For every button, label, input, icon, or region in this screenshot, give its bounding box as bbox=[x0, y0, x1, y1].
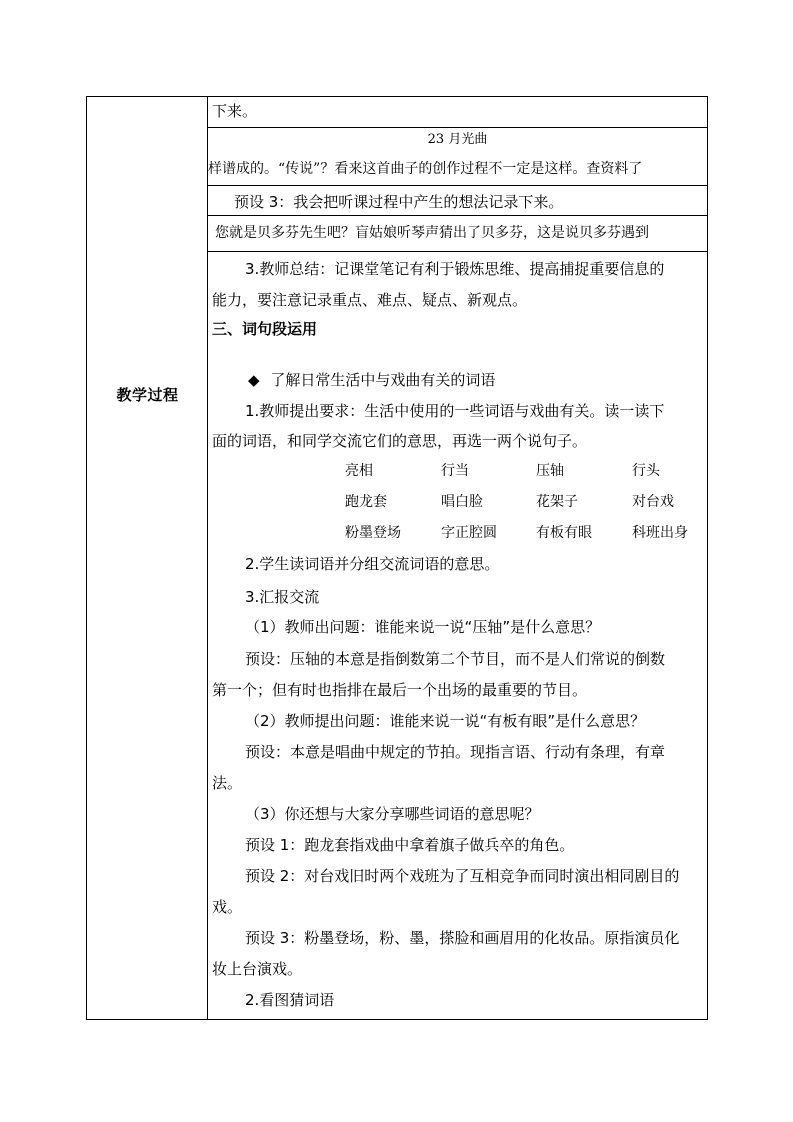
word: 字正腔圆 bbox=[441, 525, 497, 541]
word: 粉墨登场 bbox=[345, 525, 401, 541]
word: 压轴 bbox=[536, 463, 564, 479]
word: 对台戏 bbox=[632, 494, 674, 510]
word: 花架子 bbox=[536, 494, 578, 510]
preset-2-line-2: 戏。 bbox=[212, 898, 243, 916]
word: 跑龙套 bbox=[345, 494, 387, 510]
word: 唱白脸 bbox=[441, 494, 483, 510]
answer-1-line-2: 第一个；但有时也指排在最后一个出场的最重要的节目。 bbox=[212, 681, 588, 699]
divider bbox=[208, 185, 707, 186]
step-2: 2.学生读词语并分组交流词语的意思。 bbox=[245, 555, 500, 573]
lesson-table bbox=[86, 96, 708, 1020]
answer-1-line-1: 预设：压轴的本意是指倒数第二个节目，而不是人们常说的倒数 bbox=[245, 650, 666, 668]
answer-2-line-1: 预设：本意是唱曲中规定的节拍。现指言语、行动有条理，有章 bbox=[245, 743, 666, 761]
left-column bbox=[87, 97, 208, 1019]
preset-3-line-1: 预设 3：粉墨登场，粉、墨，搽脸和画眉用的化妆品。原指演员化 bbox=[245, 929, 680, 947]
teaching-process-label: 教学过程 bbox=[116, 386, 179, 404]
song-title: 23 月光曲 bbox=[427, 132, 488, 147]
preset-3-line-2: 妆上台演戏。 bbox=[212, 960, 303, 978]
quote-excerpt-line: 您就是贝多芬先生吧？盲姑娘听琴声猜出了贝多芬，这是说贝多芬遇到 bbox=[215, 225, 649, 241]
song-excerpt-line: 样谱成的。“传说”？看来这首曲子的创作过程不一定是这样。查资料了 bbox=[208, 161, 643, 177]
question-3: （3）你还想与大家分享哪些词语的意思呢？ bbox=[245, 805, 540, 823]
word: 行头 bbox=[632, 463, 660, 479]
last-step: 2.看图猜词语 bbox=[245, 991, 335, 1009]
word-row bbox=[208, 461, 707, 481]
word-row bbox=[208, 492, 707, 512]
question-1: （1）教师出问题：谁能来说一说“压轴”是什么意思？ bbox=[245, 618, 601, 636]
text-line: 下来。 bbox=[212, 102, 258, 120]
summary-line-1: 3.教师总结：记课堂笔记有利于锻炼思维、提高捕捉重要信息的 bbox=[245, 260, 665, 278]
step-3: 3.汇报交流 bbox=[245, 588, 320, 606]
preset-3-line: 预设 3：我会把听课过程中产生的想法记录下来。 bbox=[234, 193, 564, 211]
preset-2-line-1: 预设 2：对台戏旧时两个戏班为了互相竞争而同时演出相同剧目的 bbox=[245, 867, 680, 885]
word-row bbox=[208, 523, 707, 543]
answer-2-line-2: 法。 bbox=[212, 774, 243, 792]
word: 科班出身 bbox=[632, 525, 688, 541]
word: 亮相 bbox=[345, 463, 373, 479]
divider bbox=[208, 215, 707, 216]
divider bbox=[208, 251, 707, 252]
word: 有板有眼 bbox=[536, 525, 592, 541]
section-title: 三、词句段运用 bbox=[212, 320, 318, 338]
content-column bbox=[208, 97, 707, 1019]
divider bbox=[208, 127, 707, 128]
preset-1: 预设 1：跑龙套指戏曲中拿着旗子做兵卒的角色。 bbox=[245, 836, 575, 854]
question-2: （2）教师提出问题：谁能来说一说“有板有眼”是什么意思？ bbox=[245, 712, 646, 730]
bullet-text: 了解日常生活中与戏曲有关的词语 bbox=[270, 371, 496, 389]
requirement-line-1: 1.教师提出要求：生活中使用的一些词语与戏曲有关。读一读下 bbox=[245, 402, 665, 420]
summary-line-2: 能力，要注意记录重点、难点、疑点、新观点。 bbox=[212, 291, 528, 309]
requirement-line-2: 面的词语，和同学交流它们的意思，再选一两个说句子。 bbox=[212, 432, 588, 450]
bullet-item bbox=[248, 370, 495, 390]
diamond-bullet-icon: ◆ bbox=[248, 371, 260, 389]
word: 行当 bbox=[441, 463, 469, 479]
